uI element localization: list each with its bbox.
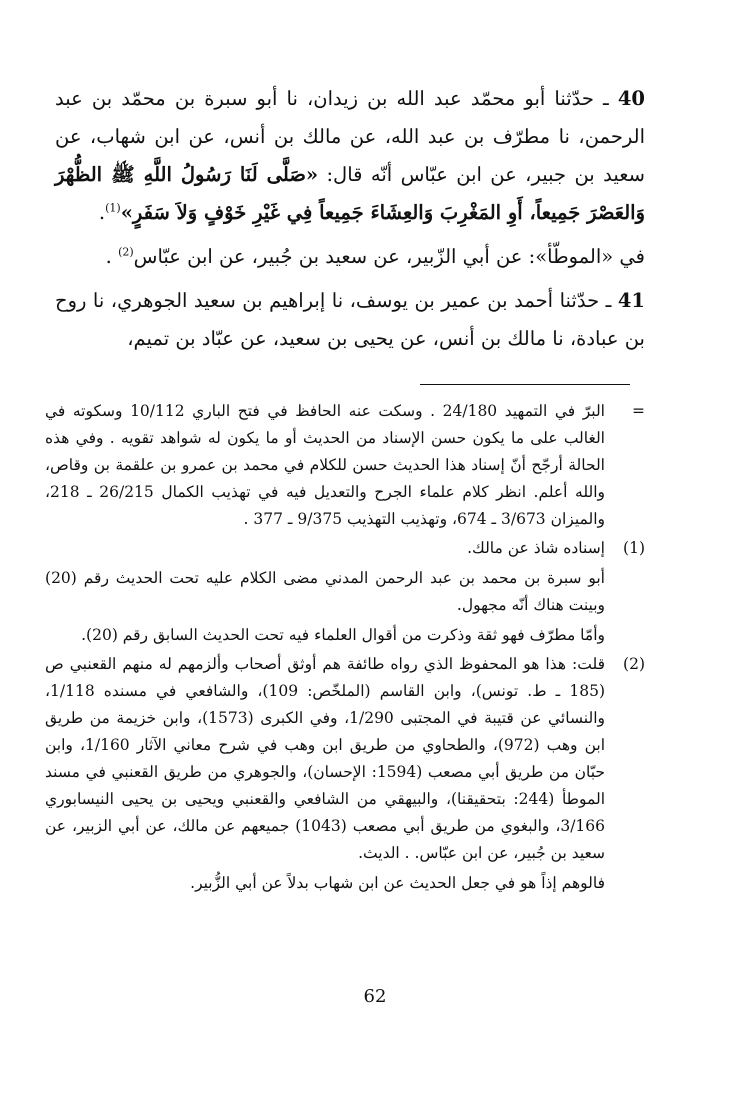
footnote-ref-2: (2) bbox=[118, 245, 134, 259]
footnote-1 bbox=[45, 535, 645, 649]
hadith-40-matn: «صَلَّى لَنَا رَسُولُ اللَّهِ ﷺ الظُّهْرَ وَالعَصْرَ جَمِيعاً، أَوِ المَغْرِبَ وَالعِشَاءَ جَمِيعاً فِي غَيْرِ خَوْفٍ وَلاَ سَفَرٍ» bbox=[55, 163, 645, 224]
hadith-number-41: 41 bbox=[617, 289, 645, 312]
footnote-body bbox=[45, 398, 605, 533]
footnote-body bbox=[45, 535, 605, 649]
muwatta-note bbox=[55, 238, 645, 276]
footnotes bbox=[45, 398, 645, 897]
footnote-mark: (2) bbox=[623, 655, 645, 673]
footnote-paragraph: فالوهم إذاً هو في جعل الحديث عن ابن شهاب بدلاً عن أبي الزُّبير. bbox=[190, 874, 605, 892]
hadith-40-end: . bbox=[98, 201, 106, 224]
hadith-41 bbox=[55, 282, 645, 358]
footnote-continuation bbox=[45, 398, 645, 533]
footnote-mark: = bbox=[632, 402, 645, 420]
hadith-40-isnad: ـ حدّثنا أبو محمّد عبد الله بن زيدان، نا أبو سبرة بن محمّد بن عبد الرحمن، نا مطرّف بن عبد الله، عن مالك بن أنس، عن ابن شهاب، عن سعيد بن جبير، عن ابن عبّاس أنّه قال: bbox=[55, 87, 645, 186]
muwatta-text: في «الموطّأ»: عن أبي الزّبير، عن سعيد بن جُبير، عن ابن عبّاس bbox=[133, 245, 645, 268]
footnote-separator bbox=[420, 384, 630, 385]
hadith-40 bbox=[55, 80, 645, 232]
footnote-paragraph: أبو سبرة بن محمد بن عبد الرحمن المدني مضى الكلام عليه تحت الحديث رقم (20) وبينت هناك أنّه مجهول. bbox=[45, 569, 605, 614]
hadith-number-40: 40 bbox=[617, 87, 645, 110]
footnote-body bbox=[45, 651, 605, 897]
muwatta-end: . bbox=[105, 245, 119, 268]
footnote-mark: (1) bbox=[623, 539, 645, 557]
footnote-paragraph: قلت: هذا هو المحفوظ الذي رواه طائفة هم أوثق أصحاب وألزمهم له منهم القعنبي ص (185 ـ ط. تونس)، وابن القاسم (الملخّص: 109)، والشافعي في مسنده 1/118، والنسائي عن قتيبة في المجتبى 1/290، وفي الكبرى (1573)، وابن خزيمة من طريق ابن وهب (972)، والطحاوي من طريق ابن وهب في شرح معاني الآثار 1/160، وابن حبّان من طريق أبي مصعب (1594: الإحسان)، والجوهري من طريق القعنبي في مسند الموطأ (244: بتحقيقنا)، والبيهقي من الشافعي والقعنبي ويحيى بن يحيى النيسابوري 3/166، والبغوي من طريق أبي مصعب (1043) جميعهم عن مالك، عن أبي الزبير، عن سعيد بن جُبير، عن ابن عبّاس. . الديث. bbox=[45, 655, 606, 862]
page-number: 62 bbox=[363, 986, 387, 1007]
footnote-2 bbox=[45, 651, 645, 897]
footnote-paragraph: البرّ في التمهيد 24/180 . وسكت عنه الحافظ في فتح الباري 10/112 وسكوته في الغالب على ما يكون حسن الإسناد من الحديث أو ما يكون له شواهد تقويه . وفي هذه الحالة أرجّح أنّ إسناد هذا الحديث حسن للكلام في محمد بن عمرو بن علقمة بن وقاص، والله أعلم. انظر كلام علماء الجرح والتعديل فيه في تهذيب الكمال 26/215 ـ 218، والميزان 3/673 ـ 674، وتهذيب التهذيب 9/375 ـ 377 . bbox=[45, 402, 605, 528]
hadith-41-isnad: ـ حدّثنا أحمد بن عمير بن يوسف، نا إبراهيم بن سعيد الجوهري، نا روح بن عبادة، نا مالك بن أنس، عن يحيى بن سعيد، عن عبّاد بن تميم، bbox=[55, 289, 645, 350]
main-text bbox=[55, 80, 645, 358]
footnote-paragraph: إسناده شاذ عن مالك. bbox=[467, 539, 605, 557]
footnote-ref-1: (1) bbox=[105, 201, 121, 215]
footnote-paragraph: وأمّا مطرّف فهو ثقة وذكرت من أقوال العلماء فيه تحت الحديث السابق رقم (20). bbox=[81, 626, 605, 644]
